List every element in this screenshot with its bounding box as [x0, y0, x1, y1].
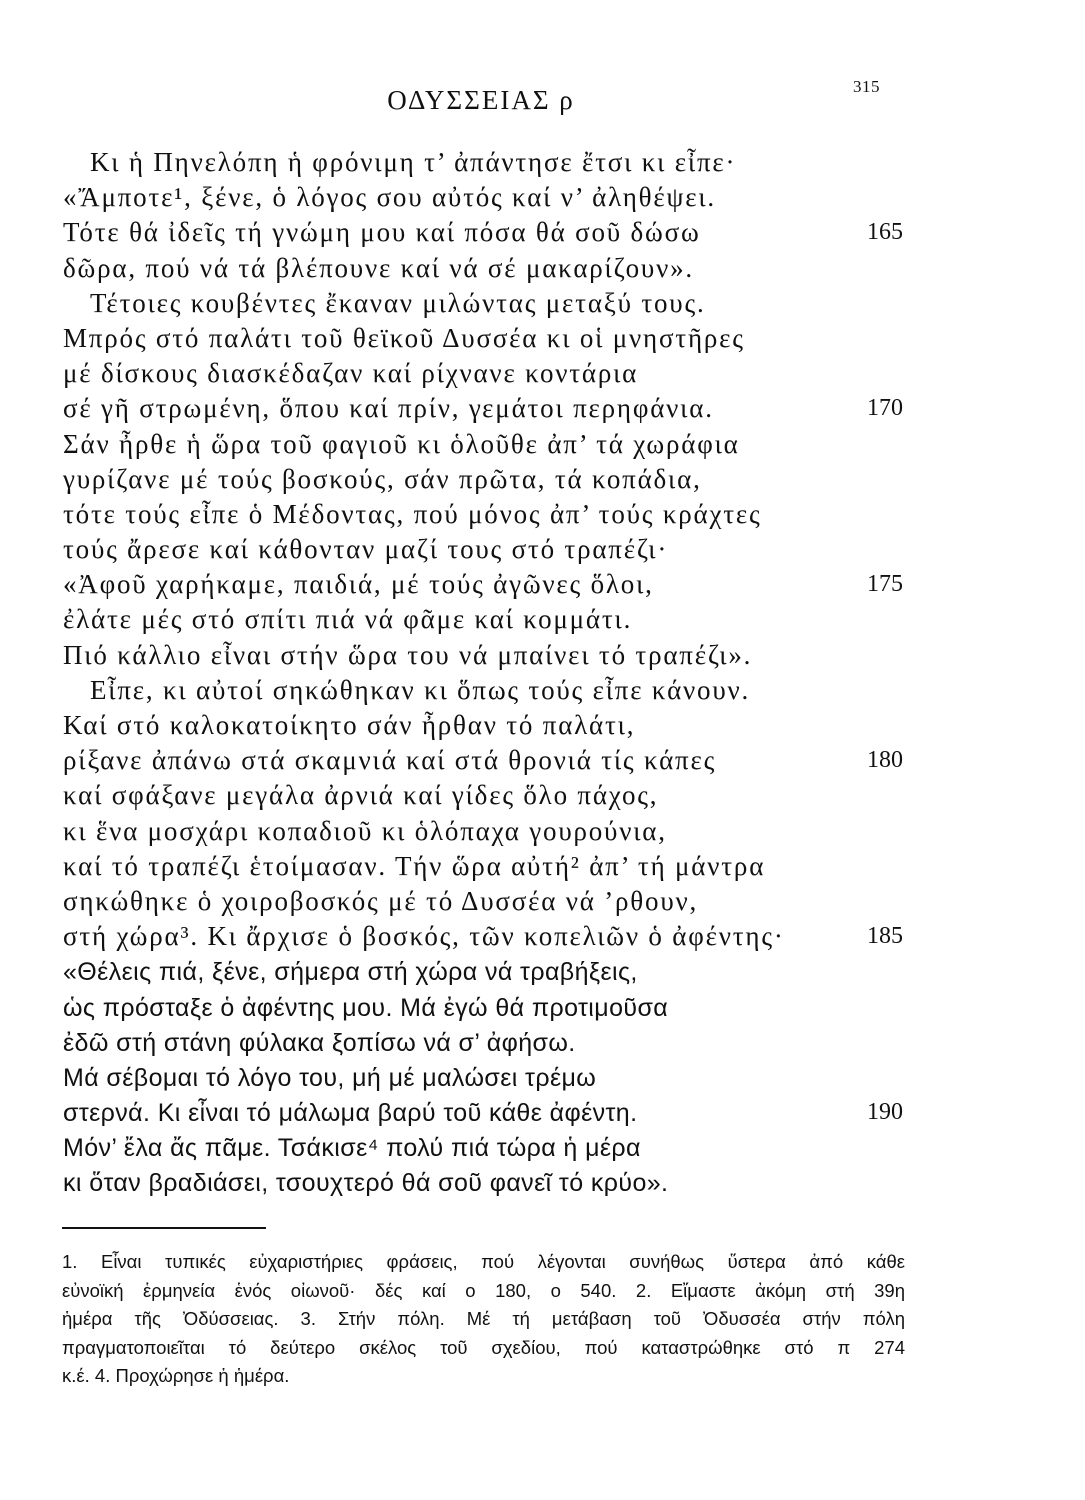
running-head-title: ΟΔΥΣΣΕΙΑΣ ρ: [387, 85, 575, 115]
verse-line: [63, 251, 903, 286]
verse-line: [63, 391, 903, 426]
verse-line-text: Κι ἡ Πηνελόπη ἡ φρόνιμη τ’ ἀπάντησε ἔτσι κι εἶπε·: [90, 147, 737, 177]
verse-line: [63, 145, 903, 180]
verse-line: [63, 638, 903, 673]
verse-line-text: στή χώρα³. Κι ἄρχισε ὁ βοσκός, τῶν κοπελιῶν ὁ ἀφέντης·: [63, 921, 785, 952]
verse-line: [63, 778, 903, 813]
verse-line: [63, 462, 903, 497]
verse-line-text: κι ὅταν βραδιάσει, τσουχτερό θά σοῦ φανεῖ τό κρύο».: [63, 1169, 669, 1198]
verse-line-text: Σάν ἦρθε ἡ ὥρα τοῦ φαγιοῦ κι ὁλοῦθε ἀπ’ τά χωράφια: [63, 428, 740, 459]
verse-line-text: Μόν’ ἔλα ἄς πᾶμε. Τσάκισε⁴ πολύ πιά τώρα ἡ μέρα: [63, 1134, 641, 1163]
verse-line: [63, 1060, 903, 1095]
verse-line-text: δῶρα, πού νά τά βλέπουνε καί νά σέ μακαρίζουν».: [63, 252, 694, 283]
line-number: 175: [867, 571, 903, 598]
verse-line: [63, 954, 903, 989]
verse-line: [63, 602, 903, 637]
verse-line: [63, 321, 903, 356]
verse-line: [63, 708, 903, 743]
verse-line: [63, 849, 903, 884]
verse-line: [63, 356, 903, 391]
page-number: 315: [853, 77, 880, 96]
verse-line: [63, 1130, 903, 1165]
verse-line: [63, 180, 903, 215]
verse-line-text: Εἶπε, κι αὐτοί σηκώθηκαν κι ὅπως τούς εἶπε κάνουν.: [90, 674, 751, 705]
verse-line: [63, 427, 903, 462]
verse-line-text: καί τό τραπέζι ἑτοίμασαν. Τήν ὥρα αὐτή² ἀπ’ τή μάντρα: [63, 850, 766, 881]
verse-line: [63, 1095, 903, 1130]
verse-line-text: Τότε θά ἰδεῖς τή γνώμη μου καί πόσα θά σοῦ δώσω: [63, 217, 701, 248]
verse-line: [63, 497, 903, 532]
verse-line-text: «Ἄμποτε¹, ξένε, ὁ λόγος σου αὐτός καί ν’ ἀληθέψει.: [63, 182, 716, 213]
footnote-line: εὐνοϊκή ἑρμηνεία ἑνός οἰωνοῦ· δές καί ο 180, ο 540. 2. Εἴμαστε ἀκόμη στή 39η: [62, 1279, 905, 1301]
line-number: 180: [867, 747, 903, 774]
verse-line-text: μέ δίσκους διασκέδαζαν καί ρίχνανε κοντάρια: [63, 358, 639, 389]
verse-line-text: καί σφάξανε μεγάλα ἀρνιά καί γίδες ὅλο πάχος,: [63, 780, 659, 811]
verse-line: [63, 532, 903, 567]
line-number: 170: [867, 395, 903, 422]
verse-line: [63, 814, 903, 849]
verse-line: [63, 673, 903, 708]
verse-line: [63, 1025, 903, 1060]
verse-line-text: Πιό κάλλιο εἶναι στήν ὥρα του νά μπαίνει τό τραπέζι».: [63, 639, 753, 670]
verse-line-text: γυρίζανε μέ τούς βοσκούς, σάν πρῶτα, τά κοπάδια,: [63, 463, 702, 494]
verse-line-text: στερνά. Κι εἶναι τό μάλωμα βαρύ τοῦ κάθε ἀφέντη.: [63, 1099, 638, 1128]
verse-line-text: ἐλάτε μές στό σπίτι πιά νά φᾶμε καί κομμάτι.: [63, 604, 633, 635]
verse-line-text: ὡς πρόσταξε ὁ ἀφέντης μου. Μά ἐγώ θά προτιμοῦσα: [63, 993, 669, 1022]
line-number: 185: [867, 923, 903, 950]
verse-line-text: Μπρός στό παλάτι τοῦ θεϊκοῦ Δυσσέα κι οἱ μνηστῆρες: [63, 322, 745, 353]
verse-line-text: «Ἀφοῦ χαρήκαμε, παιδιά, μέ τούς ἀγῶνες ὅλοι,: [63, 569, 654, 600]
line-number: 190: [867, 1099, 903, 1126]
verse-line-text: Καί στό καλοκατοίκητο σάν ἦρθαν τό παλάτι,: [63, 710, 636, 740]
verse-line-text: κι ἕνα μοσχάρι κοπαδιοῦ κι ὁλόπαχα γουρούνια,: [63, 815, 667, 846]
footnote-rule: [62, 1227, 266, 1229]
verse-line-text: σηκώθηκε ὁ χοιροβοσκός μέ τό Δυσσέα νά ’ρθουν,: [63, 885, 699, 916]
verse-line: [63, 884, 903, 919]
verse-line: [63, 286, 903, 321]
verse-line-text: τότε τούς εἶπε ὁ Μέδοντας, πού μόνος ἀπ’ τούς κράχτες: [63, 498, 762, 529]
line-number: 165: [867, 219, 903, 246]
footnotes-block: [62, 1248, 905, 1391]
footnote-line: κ.έ. 4. Προχώρησε ἡ ἡμέρα.: [62, 1365, 290, 1387]
verse-line-text: σέ γῆ στρωμένη, ὅπου καί πρίν, γεμάτοι περηφάνια.: [63, 393, 714, 424]
verse-line-text: τούς ἄρεσε καί κάθονταν μαζί τους στό τραπέζι·: [63, 534, 669, 565]
verse-line: [63, 743, 903, 778]
verse-line-text: Τέτοιες κουβέντες ἔκαναν μιλώντας μεταξύ τους.: [90, 287, 706, 318]
verse-line-text: «Θέλεις πιά, ξένε, σήμερα στή χώρα νά τραβήξεις,: [63, 958, 638, 987]
verse-line: [63, 215, 903, 250]
footnote-line: 1. Εἶναι τυπικές εὐχαριστήριες φράσεις, πού λέγονται συνήθως ὕστερα ἀπό κάθε: [62, 1251, 905, 1272]
verse-line-text: ρίξανε ἀπάνω στά σκαμνιά καί στά θρονιά τίς κάπες: [63, 745, 717, 776]
verse-line: [63, 919, 903, 954]
verse-text-block: [63, 145, 903, 1201]
verse-line: [63, 1165, 903, 1200]
verse-line-text: Μά σέβομαι τό λόγο του, μή μέ μαλώσει τρέμω: [63, 1063, 597, 1092]
footnote-line: πραγματοποιεῖται τό δεύτερο σκέλος τοῦ σχεδίου, πού καταστρώθηκε στό π 274: [62, 1336, 905, 1358]
verse-line-text: ἐδῶ στή στάνη φύλακα ξοπίσω νά σ’ ἀφήσω.: [63, 1028, 576, 1057]
verse-line: [63, 990, 903, 1025]
verse-line: [63, 567, 903, 602]
footnote-line: ἡμέρα τῆς Ὀδύσσειας. 3. Στήν πόλη. Μέ τή μετάβαση τοῦ Ὀδυσσέα στήν πόλη: [62, 1308, 905, 1330]
